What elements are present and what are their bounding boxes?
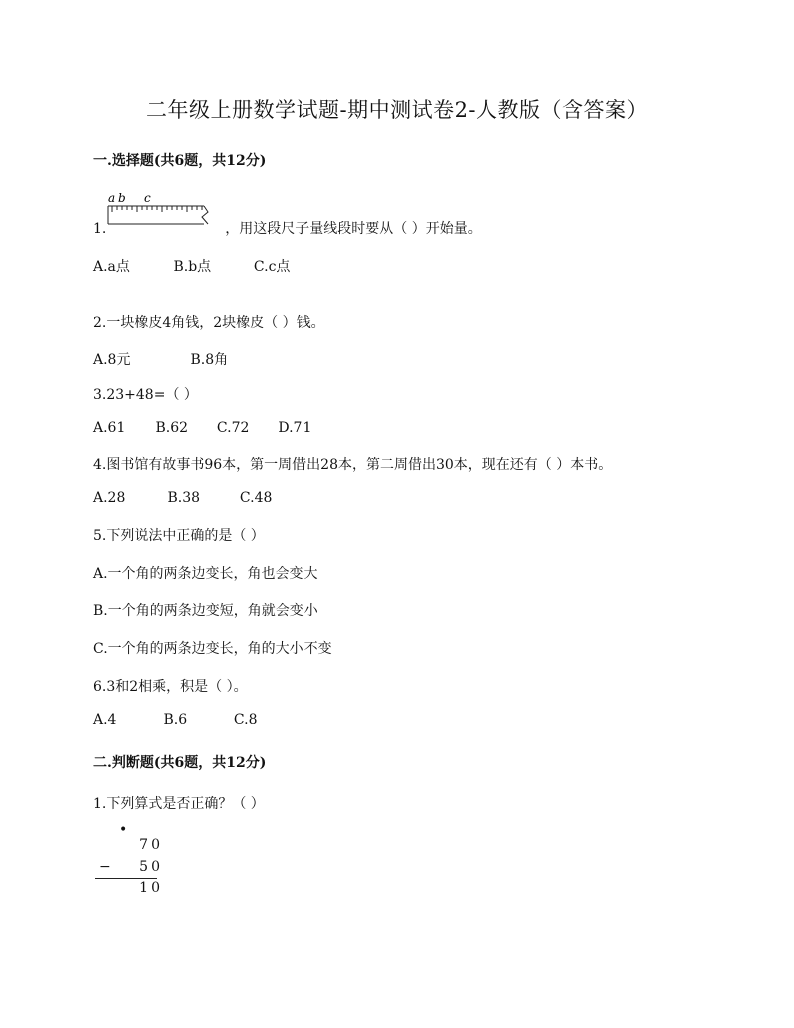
question-4: 4.图书馆有故事书96本，第一周借出28本，第二周借出30本，现在还有（ ）本书。 [93, 457, 613, 473]
option-b: B.38 [167, 490, 201, 506]
question-2: 2.一块橡皮4角钱，2块橡皮（ ）钱。 [93, 315, 325, 331]
page-title: 二年级上册数学试题-期中测试卷2-人教版（含答案） [145, 98, 649, 122]
option-a: A.8元 [93, 352, 131, 368]
option-c: C.8 [233, 712, 258, 728]
question-5-option-b: B.一个角的两条边变短，角就会变小 [93, 603, 318, 619]
section-heading-choice: 一.选择题(共6题，共12分) [93, 153, 267, 169]
question-2-options [93, 349, 228, 369]
section-heading-judgement: 二.判断题(共6题，共12分) [93, 755, 267, 771]
ruler-label-a: a [108, 191, 116, 205]
ruler-label-b: b [118, 191, 126, 205]
option-a: A.4 [93, 712, 117, 728]
question-1-options [93, 256, 290, 276]
question-1 [93, 218, 482, 238]
vertical-subtraction: • 70 − 50 10 [93, 828, 173, 898]
option-c: C.72 [216, 420, 250, 436]
subtrahend: 50 [139, 859, 163, 875]
question-3: 3.23+48=（ ） [93, 387, 198, 403]
question-6-options [93, 712, 257, 728]
question-4-options [93, 490, 272, 506]
option-a: A.28 [93, 490, 126, 506]
sum-line [95, 878, 157, 879]
option-b: B.6 [163, 712, 188, 728]
minuend: 70 [139, 837, 163, 853]
question-3-options [93, 420, 311, 436]
difference: 10 [139, 880, 163, 896]
option-b: B.62 [155, 420, 189, 436]
option-c: C.c点 [253, 259, 291, 275]
option-b: B.8角 [190, 352, 229, 368]
option-c: C.48 [239, 490, 273, 506]
question-6: 6.3和2相乘，积是（ ）。 [93, 679, 248, 695]
question-1-text: ，用这段尺子量线段时要从（ ）开始量。 [225, 221, 482, 237]
option-a: A.a点 [93, 259, 130, 275]
question-5-option-a: A.一个角的两条边变长，角也会变大 [93, 566, 318, 582]
minus-sign: − [99, 859, 111, 875]
option-a: A.61 [93, 420, 126, 436]
question-5-option-c: C.一个角的两条边变长，角的大小不变 [93, 641, 332, 657]
option-b: B.b点 [173, 259, 212, 275]
ruler-label-c: c [144, 191, 151, 205]
question-5: 5.下列说法中正确的是（ ） [93, 528, 265, 544]
option-d: D.71 [278, 420, 312, 436]
question-1-number: 1. [93, 221, 107, 237]
judgement-1: 1.下列算式是否正确？（ ） [93, 796, 265, 812]
